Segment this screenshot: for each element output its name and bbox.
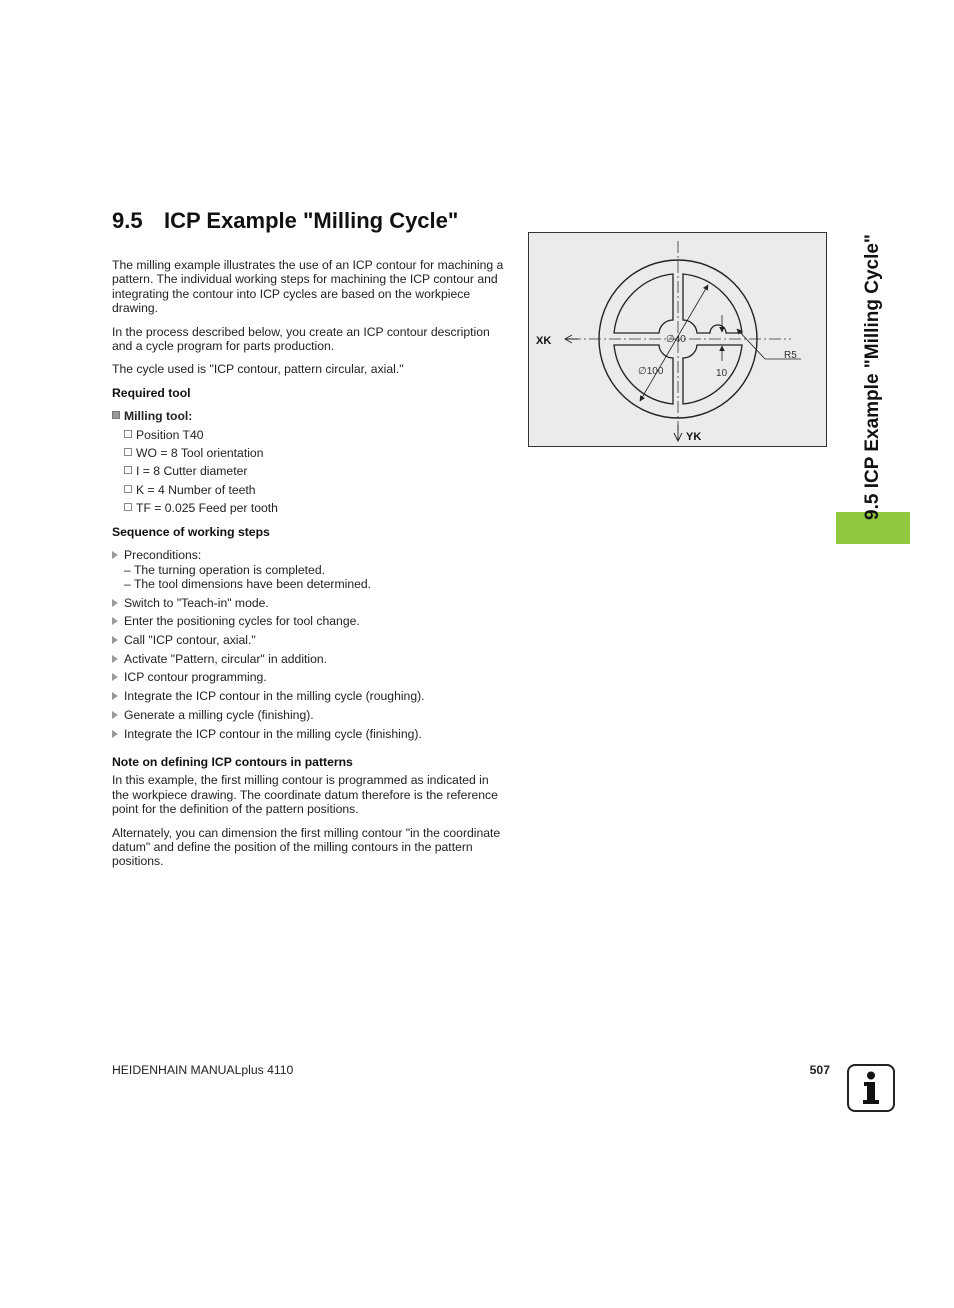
dim-label-radius: R5	[784, 350, 797, 361]
square-bullet-icon	[124, 466, 132, 474]
page-footer	[112, 1063, 830, 1077]
chapter-sidebar	[836, 210, 910, 544]
square-bullet-icon	[112, 411, 120, 419]
dim-label-width: 10	[716, 368, 728, 379]
tool-bullet	[112, 409, 508, 423]
triangle-bullet-icon	[112, 617, 118, 625]
footer-manual-name: HEIDENHAIN MANUALplus 4110	[112, 1063, 294, 1077]
tool-item: WO = 8 Tool orientation	[124, 446, 508, 460]
tool-bullet-label: Milling tool:	[124, 409, 193, 424]
radius-leader	[737, 329, 765, 359]
list-item: Preconditions: – The turning operation is completed. – The tool dimensions have been determined.	[112, 548, 508, 591]
yk-arrow-icon	[674, 425, 682, 441]
list-item: Integrate the ICP contour in the milling cycle (finishing).	[112, 727, 508, 741]
section-number: 9.5	[112, 208, 143, 233]
main-column	[112, 258, 508, 878]
triangle-bullet-icon	[112, 636, 118, 644]
triangle-bullet-icon	[112, 599, 118, 607]
list-item: Switch to "Teach-in" mode.	[112, 596, 508, 610]
triangle-bullet-icon	[112, 692, 118, 700]
square-bullet-icon	[124, 430, 132, 438]
list-item: ICP contour programming.	[112, 670, 508, 684]
triangle-bullet-icon	[112, 655, 118, 663]
section-title: ICP Example "Milling Cycle"	[164, 208, 459, 233]
intro-paragraph-2: In the process described below, you create an ICP contour description and a cycle program for parts production.	[112, 324, 490, 354]
dim-label-outer: ∅100	[638, 366, 664, 377]
required-tool-heading: Required tool	[112, 385, 191, 400]
triangle-bullet-icon	[112, 673, 118, 681]
workpiece-drawing	[528, 232, 827, 447]
tool-item: K = 4 Number of teeth	[124, 483, 508, 497]
tool-item: Position T40	[124, 428, 508, 442]
sequence-list	[112, 548, 508, 741]
triangle-bullet-icon	[112, 730, 118, 738]
sequence-heading: Sequence of working steps	[112, 524, 270, 539]
triangle-bullet-icon	[112, 551, 118, 559]
dim-label-inner: ∅40	[666, 334, 686, 345]
note-paragraph-2: Alternately, you can dimension the first milling contour "in the coordinate datum" and define the position of the milling contours in the pattern positions.	[112, 825, 501, 869]
list-item: Activate "Pattern, circular" in addition.	[112, 652, 508, 666]
tool-item: TF = 0.025 Feed per tooth	[124, 501, 508, 515]
square-bullet-icon	[124, 503, 132, 511]
square-bullet-icon	[124, 485, 132, 493]
info-icon	[847, 1064, 895, 1112]
info-glyph	[849, 1066, 893, 1110]
xk-arrow-icon	[565, 335, 578, 343]
note-heading: Note on defining ICP contours in patterns	[112, 754, 353, 769]
list-item: Call "ICP contour, axial."	[112, 633, 508, 647]
intro-paragraph-3: The cycle used is "ICP contour, pattern circular, axial."	[112, 362, 404, 377]
list-item: Generate a milling cycle (finishing).	[112, 708, 508, 722]
note-paragraph-1: In this example, the first milling contour is programmed as indicated in the workpiece drawing. The coordinate datum therefore is the reference point for the definition of the pattern positions.	[112, 773, 498, 817]
list-item: Enter the positioning cycles for tool change.	[112, 614, 508, 628]
tool-item: I = 8 Cutter diameter	[124, 464, 508, 478]
page-title	[112, 208, 458, 234]
triangle-bullet-icon	[112, 711, 118, 719]
axis-label-xk: XK	[536, 335, 552, 347]
page-number: 507	[809, 1063, 830, 1077]
intro-paragraph-1: The milling example illustrates the use of an ICP contour for machining a pattern. The individual working steps for machining the ICP contour and integrating the contour into ICP cycles are based on the workpiece drawing.	[112, 258, 504, 316]
axis-label-yk: YK	[686, 431, 702, 443]
sidebar-label: 9.5 ICP Example "Milling Cycle"	[862, 234, 883, 520]
list-item: Integrate the ICP contour in the milling cycle (roughing).	[112, 689, 508, 703]
square-bullet-icon	[124, 448, 132, 456]
workpiece-drawing-svg	[529, 233, 826, 446]
